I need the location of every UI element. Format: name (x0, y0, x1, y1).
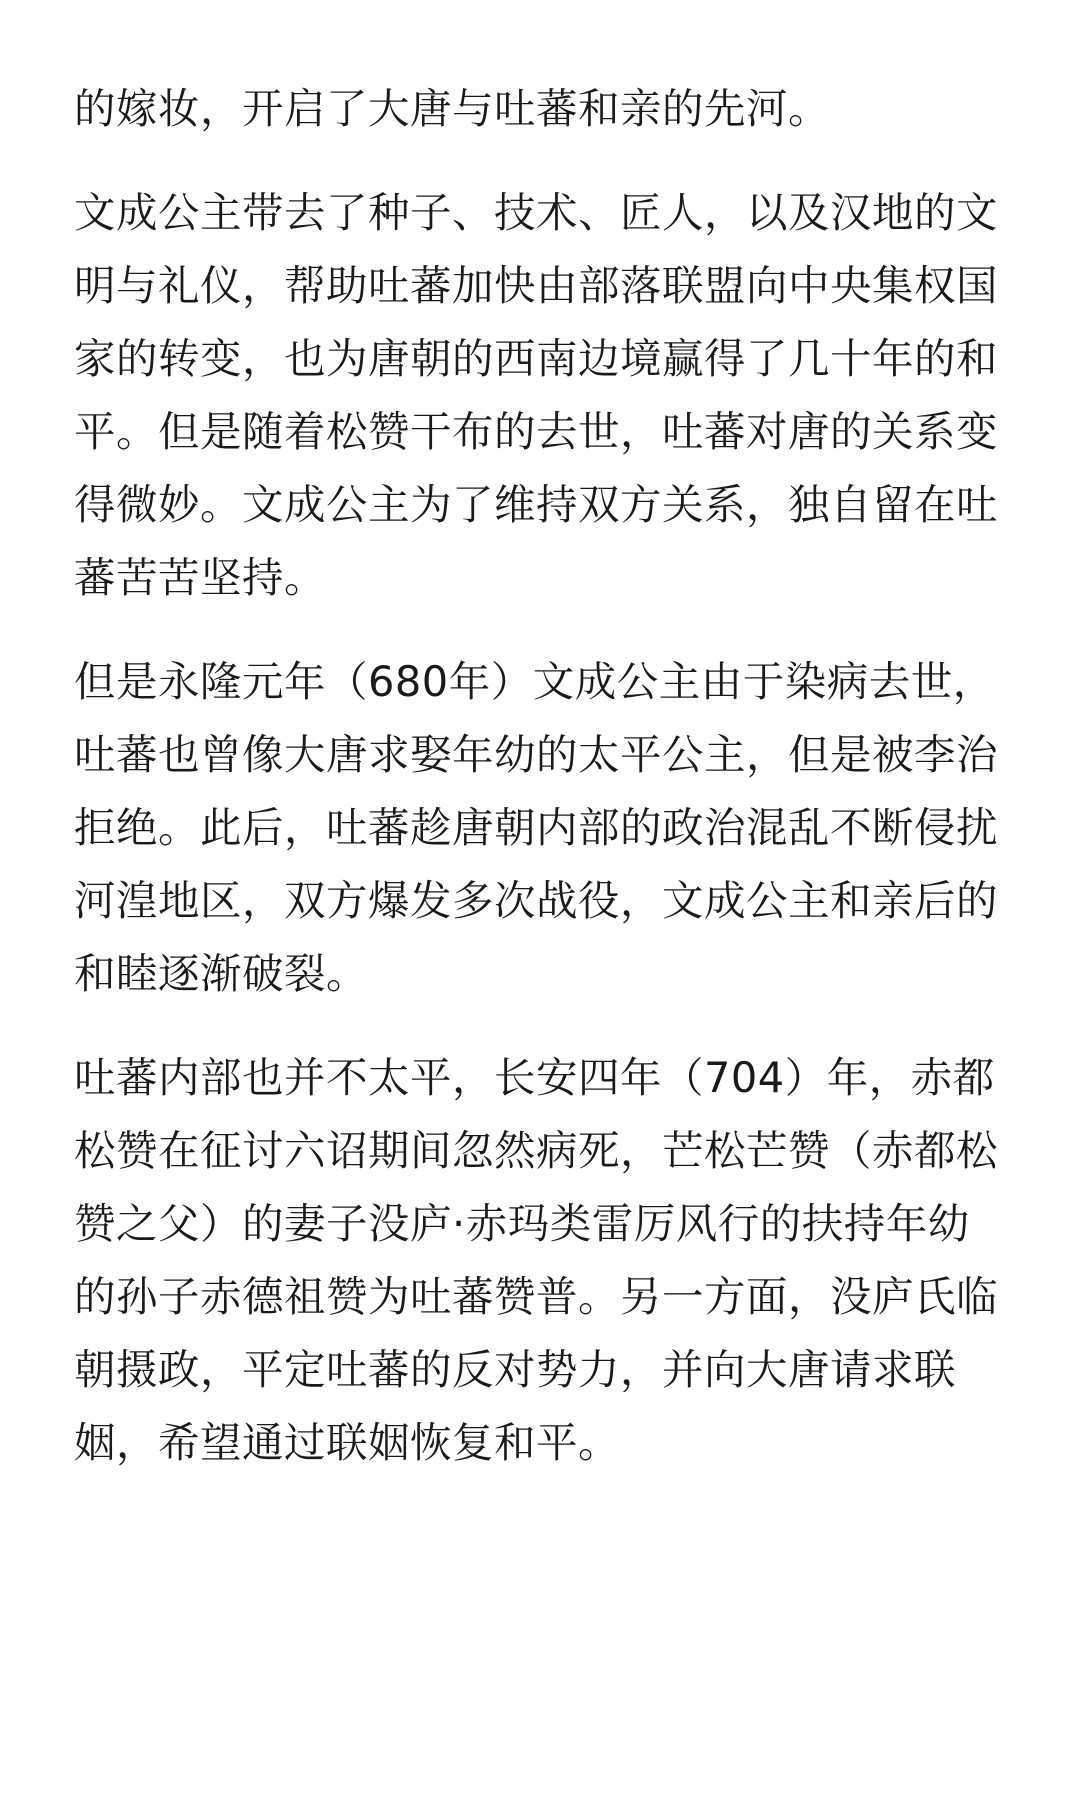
text-line: 拒绝。此后，吐蕃趁唐朝内部的政治混乱不断侵扰 (74, 803, 999, 852)
text-line: 朝摄政，平定吐蕃的反对势力，并向大唐请求联 (74, 1345, 957, 1394)
text-line: 吐蕃也曾像大唐求娶年幼的太平公主，但是被李治 (74, 730, 999, 779)
text-line: 吐蕃内部也并不太平，长安四年（704）年，赤都 (74, 1053, 995, 1102)
text-line: 家的转变，也为唐朝的西南边境赢得了几十年的和 (74, 334, 999, 383)
text-line: 得微妙。文成公主为了维持双方关系，独自留在吐 (74, 480, 999, 529)
text-line: 赞之父）的妻子没庐·赤玛类雷厉风行的扶持年幼 (74, 1199, 970, 1248)
text-line: 平。但是随着松赞干布的去世，吐蕃对唐的关系变 (74, 407, 999, 456)
paragraph-1 (74, 72, 1014, 145)
text-line: 的孙子赤德祖赞为吐蕃赞普。另一方面，没庐氏临 (74, 1272, 999, 1321)
text-line: 但是永隆元年（680年）文成公主由于染病去世， (74, 657, 995, 706)
text-line: 姻，希望通过联姻恢复和平。 (74, 1418, 621, 1467)
text-line: 文成公主带去了种子、技术、匠人，以及汉地的文 (74, 188, 999, 237)
paragraph-4 (74, 1041, 1014, 1479)
text-line: 和睦逐渐破裂。 (74, 949, 369, 998)
text-line: 蕃苦苦坚持。 (74, 553, 327, 602)
paragraph-2 (74, 176, 1014, 614)
text-line: 松赞在征讨六诏期间忽然病死，芒松芒赞（赤都松 (74, 1126, 999, 1175)
text-line: 河湟地区，双方爆发多次战役，文成公主和亲后的 (74, 876, 999, 925)
text-line: 明与礼仪，帮助吐蕃加快由部落联盟向中央集权国 (74, 261, 999, 310)
article-body (74, 72, 1014, 1479)
paragraph-3 (74, 645, 1014, 1010)
text-line: 的嫁妆，开启了大唐与吐蕃和亲的先河。 (74, 84, 831, 133)
